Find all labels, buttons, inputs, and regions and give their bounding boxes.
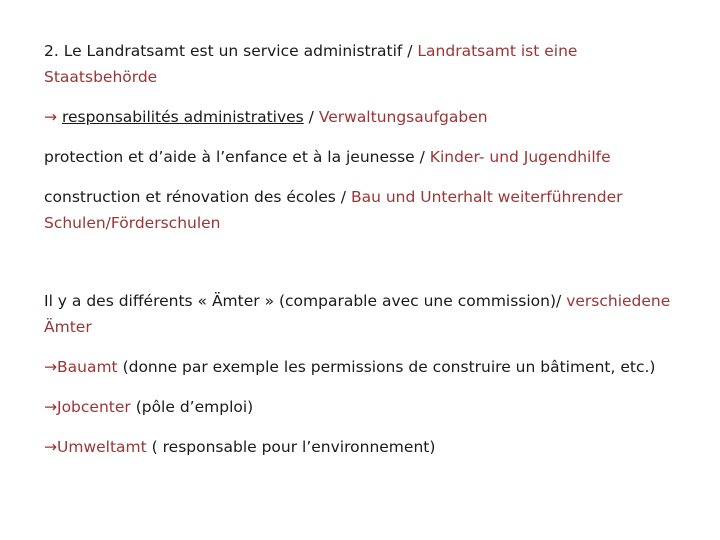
item-jobcenter bbox=[44, 394, 684, 420]
item-umweltamt-fr: ( responsable pour l’environnement) bbox=[146, 438, 436, 456]
item-landratsamt bbox=[44, 38, 684, 90]
item-landratsamt-fr: 2. Le Landratsamt est un service administratif / bbox=[44, 42, 418, 60]
item-youth-protection-de: Kinder- und Jugendhilfe bbox=[429, 148, 611, 166]
item-responsibilities bbox=[44, 104, 684, 130]
item-schools bbox=[44, 184, 684, 236]
item-jobcenter-de: Jobcenter bbox=[57, 398, 131, 416]
item-responsibilities-fr: responsabilités administratives bbox=[61, 108, 304, 126]
item-youth-protection-fr: protection et d’aide à l’enfance et à la jeunesse / bbox=[44, 148, 430, 166]
item-responsibilities-de: Verwaltungsaufgaben bbox=[318, 108, 488, 126]
item-bauamt bbox=[44, 354, 684, 380]
item-youth-protection bbox=[44, 144, 684, 170]
arrow-icon: → bbox=[44, 438, 57, 456]
item-aemter-de: verschiedene Ämter bbox=[44, 292, 671, 336]
item-bauamt-de: Bauamt bbox=[57, 358, 118, 376]
arrow-icon: → bbox=[44, 358, 57, 376]
item-schools-fr: construction et rénovation des écoles / bbox=[44, 188, 351, 206]
item-schools-de: Bau und Unterhalt weiterführender Schulen/Förderschulen bbox=[44, 188, 623, 232]
spacer bbox=[44, 250, 684, 288]
arrow-icon: → bbox=[44, 108, 57, 126]
item-landratsamt-de: Landratsamt ist eine Staatsbehörde bbox=[44, 42, 578, 86]
item-bauamt-fr: (donne par exemple les permissions de construire un bâtiment, etc.) bbox=[117, 358, 656, 376]
item-umweltamt-de: Umweltamt bbox=[57, 438, 147, 456]
item-aemter bbox=[44, 288, 684, 340]
item-aemter-fr: Il y a des différents « Ämter » (comparable avec une commission)/ bbox=[44, 292, 567, 310]
arrow-icon: → bbox=[44, 398, 57, 416]
slide-content bbox=[44, 38, 684, 474]
item-responsibilities-sep: / bbox=[303, 108, 319, 126]
item-jobcenter-fr: (pôle d’emploi) bbox=[130, 398, 254, 416]
item-umweltamt bbox=[44, 434, 684, 460]
